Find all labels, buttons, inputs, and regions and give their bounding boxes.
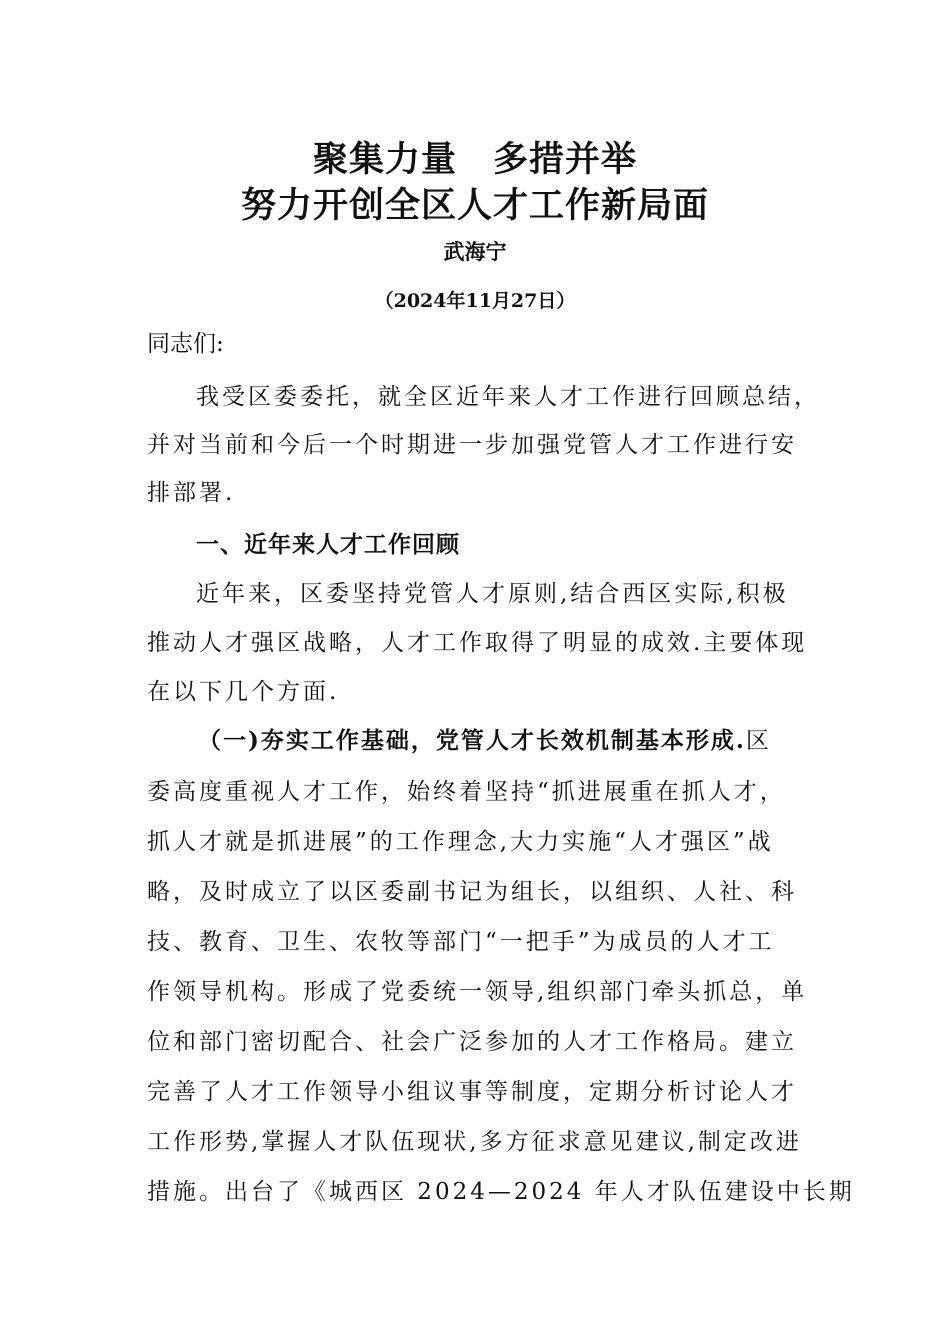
salutation: 同志们: <box>147 331 224 357</box>
subsection-1-line-4: 略，及时成立了以区委副书记为组长，以组织、人社、科 <box>147 879 797 905</box>
title-line-1: 聚集力量 多措并举 <box>312 140 637 180</box>
intro-line-1: 我受区委委托，就全区近年来人才工作进行回顾总结， <box>196 384 820 410</box>
title-line-2: 努力开创全区人才工作新局面 <box>240 186 709 226</box>
subsection-1-line-5: 技、教育、卫生、农牧等部门“一把手”为成员的人才工 <box>147 929 775 955</box>
subsection-1-line-1-tail: 区 <box>745 728 771 754</box>
section-1-heading: 一、近年来人才工作回顾 <box>196 532 460 558</box>
speech-date: （2024年11月27日） <box>374 290 576 312</box>
section-1-line-3: 在以下几个方面. <box>147 679 340 705</box>
intro-line-3: 排部署. <box>147 480 236 506</box>
subsection-1-line-3: 抓人才就是抓进展”的工作理念,大力实施“人才强区”战 <box>147 829 774 855</box>
section-1-line-2: 推动人才强区战略，人才工作取得了明显的成效.主要体现 <box>147 630 808 656</box>
subsection-1-line-2: 委高度重视人才工作，始终着坚持“抓进展重在抓人才， <box>147 779 786 805</box>
subsection-1-heading: （一)夯实工作基础，党管人才长效机制基本形成. <box>198 727 746 754</box>
subsection-1-line-8: 完善了人才工作领导小组议事等制度，定期分析讨论人才 <box>147 1079 797 1105</box>
subsection-1-first-line <box>198 722 771 755</box>
intro-line-2: 并对当前和今后一个时期进一步加强党管人才工作进行安 <box>147 432 797 458</box>
subsection-1-line-7: 位和部门密切配合、社会广泛参加的人才工作格局。建立 <box>147 1029 797 1055</box>
subsection-1-line-10: 措施。出台了《城西区 2024—2024 年人才队伍建设中长期 <box>147 1179 855 1205</box>
section-1-line-1: 近年来，区委坚持党管人才原则,结合西区实际,积极 <box>196 581 789 607</box>
subsection-1-line-6: 作领导机构。形成了党委统一领导,组织部门牵头抓总，单 <box>147 979 808 1005</box>
author-name: 武海宁 <box>443 239 507 264</box>
subsection-1-line-9: 工作形势,掌握人才队伍现状,多方征求意见建议,制定改进 <box>147 1129 802 1155</box>
